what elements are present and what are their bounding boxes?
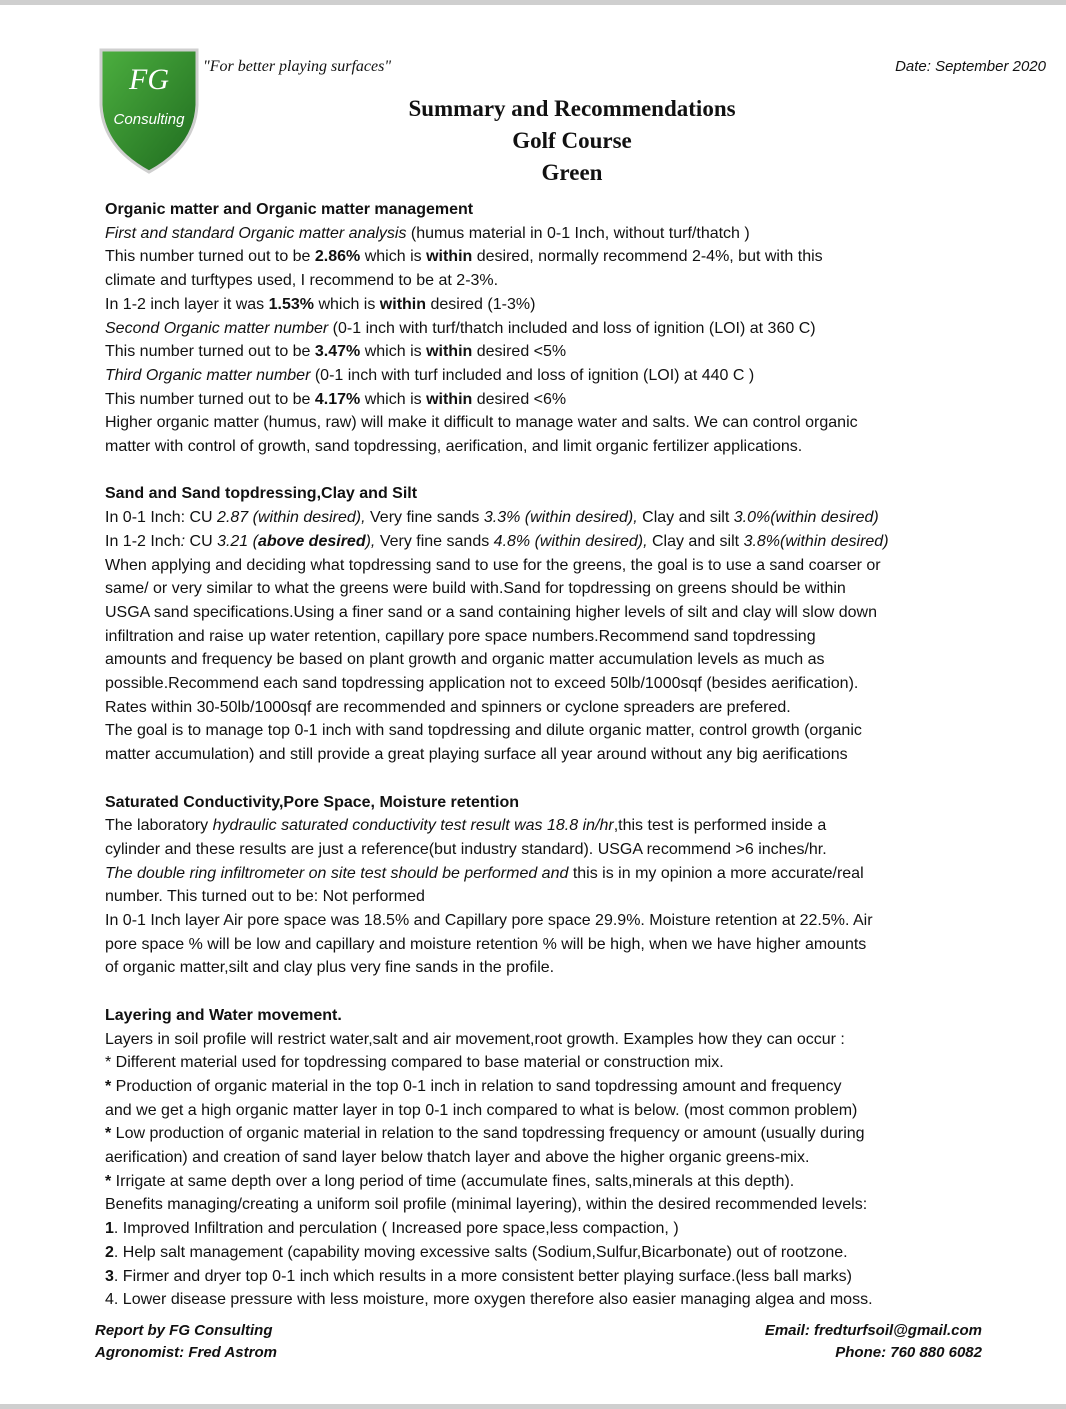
text-line: Benefits managing/creating a uniform soil profile (minimal layering), within the desired recommended levels: bbox=[105, 1196, 868, 1214]
text-line: The double ring infiltrometer on site test should be performed and this is in my opinion a more accurate/real bbox=[105, 864, 864, 882]
report-date: Date: September 2020 bbox=[895, 58, 1046, 75]
top-border bbox=[0, 0, 1066, 5]
text-line: This number turned out to be 4.17% which is within desired <6% bbox=[105, 390, 567, 408]
text-line: First and standard Organic matter analysis (humus material in 0-1 Inch, without turf/thatch ) bbox=[105, 224, 750, 242]
text-line: The goal is to manage top 0-1 inch with sand topdressing and dilute organic matter, control growth (organic bbox=[105, 722, 862, 740]
text-line: In 0-1 Inch: CU 2.87 (within desired), Very fine sands 3.3% (within desired), Clay and silt 3.0%(within desired) bbox=[105, 509, 879, 527]
report-by: Report by FG Consulting bbox=[95, 1322, 273, 1339]
numbered-item: 4. Lower disease pressure with less moisture, more oxygen therefore also easier managing algea and moss. bbox=[105, 1291, 873, 1309]
text-line: matter with control of growth, sand topdressing, aerification, and limit organic fertilizer applications. bbox=[105, 438, 803, 456]
text-line: same/ or very similar to what the greens were build with.Sand for topdressing on greens should be within bbox=[105, 580, 846, 598]
footer-right bbox=[765, 1320, 982, 1364]
page-subtitle-area: Green bbox=[541, 160, 603, 185]
text-line: This number turned out to be 3.47% which is within desired <5% bbox=[105, 343, 567, 361]
text-line: Rates within 30-50lb/1000sqf are recommended and spinners or cyclone spreaders are prefered. bbox=[105, 698, 791, 716]
logo-sub-text: Consulting bbox=[113, 111, 185, 128]
text-line: Third Organic matter number (0-1 inch with turf included and loss of ignition (LOI) at 440 C ) bbox=[105, 366, 755, 384]
text-line: In 1-2 inch layer it was 1.53% which is within desired (1-3%) bbox=[105, 295, 536, 313]
text-line: pore space % will be low and capillary and moisture retention % will be high, when we have higher amounts bbox=[105, 935, 867, 953]
agronomist: Agronomist: Fred Astrom bbox=[95, 1344, 277, 1361]
footer-left bbox=[95, 1320, 277, 1364]
numbered-item: 3. Firmer and dryer top 0-1 inch which results in a more consistent better playing surface.(less ball marks) bbox=[105, 1267, 852, 1285]
text-line: possible.Recommend each sand topdressing application not to exceed 50lb/1000sqf (besides aerification). bbox=[105, 675, 859, 693]
text-line: Second Organic matter number (0-1 inch with turf/thatch included and loss of ignition (LOI) at 360 C) bbox=[105, 319, 816, 337]
text-line: Layers in soil profile will restrict water,salt and air movement,root growth. Examples how they can occur : bbox=[105, 1030, 845, 1048]
bullet-item: * Different material used for topdressing compared to base material or construction mix. bbox=[105, 1054, 724, 1072]
text-line: infiltration and raise up water retention, capillary pore space numbers.Recommend sand topdressing bbox=[105, 627, 816, 645]
tagline: "For better playing surfaces" bbox=[203, 58, 392, 75]
text-line: of organic matter,silt and clay plus very fine sands in the profile. bbox=[105, 959, 555, 977]
report-body bbox=[105, 198, 985, 1312]
logo-main-text: FG bbox=[129, 63, 169, 96]
text-line: matter accumulation) and still provide a great playing surface all year around without any big aerifications bbox=[105, 746, 848, 764]
text-line: number. This turned out to be: Not performed bbox=[105, 888, 425, 906]
text-line: In 0-1 Inch layer Air pore space was 18.5% and Capillary pore space 29.9%. Moisture retention at 22.5%. Air bbox=[105, 912, 873, 930]
text-line: USGA sand specifications.Using a finer sand or a sand containing higher levels of silt and clay will slow down bbox=[105, 603, 877, 621]
text-line: aerification) and creation of sand layer below thatch layer and above the higher organic greens-mix. bbox=[105, 1149, 810, 1167]
contact-phone: Phone: 760 880 6082 bbox=[835, 1344, 982, 1361]
bottom-border bbox=[0, 1404, 1066, 1409]
section-heading-conductivity: Saturated Conductivity,Pore Space, Moisture retention bbox=[105, 793, 519, 811]
numbered-item: 2. Help salt management (capability moving excessive salts (Sodium,Sulfur,Bicarbonate) out of rootzone. bbox=[105, 1243, 848, 1261]
text-line: The laboratory hydraulic saturated conductivity test result was 18.8 in/hr,this test is performed inside a bbox=[105, 817, 827, 835]
text-line: Higher organic matter (humus, raw) will make it difficult to manage water and salts. We can control organic bbox=[105, 414, 858, 432]
bullet-item: * Low production of organic material in relation to the sand topdressing frequency or amount (usually during bbox=[105, 1125, 865, 1143]
section-heading-organic: Organic matter and Organic matter management bbox=[105, 201, 474, 218]
text-line: cylinder and these results are just a reference(but industry standard). USGA recommend >6 inches/hr. bbox=[105, 840, 827, 858]
text-line: amounts and frequency be based on plant growth and organic matter accumulation levels as much as bbox=[105, 651, 825, 669]
text-line: This number turned out to be 2.86% which is within desired, normally recommend 2-4%, but with this bbox=[105, 248, 823, 266]
text-line: When applying and deciding what topdressing sand to use for the greens, the goal is to use a sand coarser or bbox=[105, 556, 881, 574]
numbered-item: 1. Improved Infiltration and perculation ( Increased pore space,less compaction, ) bbox=[105, 1220, 679, 1238]
section-heading-sand: Sand and Sand topdressing,Clay and Silt bbox=[105, 485, 418, 503]
section-heading-layering: Layering and Water movement. bbox=[105, 1006, 342, 1024]
text-line: and we get a high organic matter layer in top 0-1 inch compared to what is below. (most common problem) bbox=[105, 1101, 858, 1119]
contact-email: Email: fredturfsoil@gmail.com bbox=[764, 1322, 982, 1339]
page-title: Summary and Recommendations bbox=[408, 96, 736, 121]
text-line: climate and turftypes used, I recommend to be at 2-3%. bbox=[105, 272, 499, 290]
bullet-item: * Irrigate at same depth over a long period of time (accumulate fines, salts,minerals at this depth). bbox=[105, 1172, 795, 1190]
text-line: In 1-2 Inch: CU 3.21 (above desired), Very fine sands 4.8% (within desired), Clay and silt 3.8%(within desired) bbox=[105, 532, 889, 550]
page-subtitle: Golf Course bbox=[512, 128, 632, 153]
bullet-item: * Production of organic material in the top 0-1 inch in relation to sand topdressing amount and frequency bbox=[105, 1077, 842, 1095]
